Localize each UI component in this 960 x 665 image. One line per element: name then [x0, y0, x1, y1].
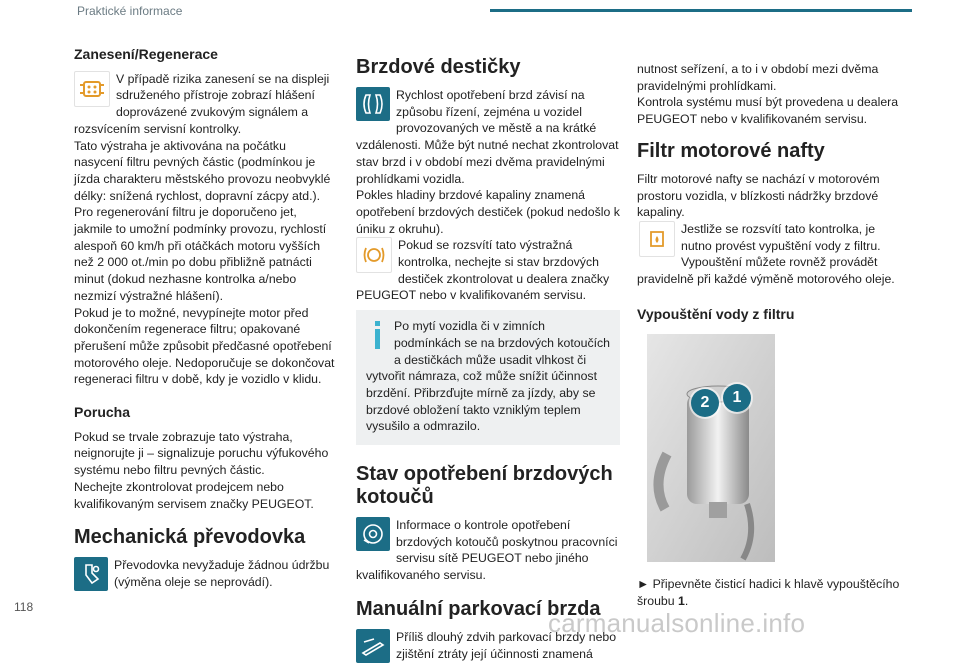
header-rule — [490, 9, 912, 12]
info-icon — [366, 318, 388, 356]
parking-text: Příliš dlouhý zdvih parkovací brzdy nebo zjištění ztráty její účinnosti znamená — [396, 629, 617, 661]
brake-pads-icon — [356, 87, 390, 121]
pads-text-3: Pokud se rozsvítí tato výstražná kontrolka, nechejte si stav brzdových destiček zkontrolovat u dealera značky PEUGEOT nebo v kvalifikovaném servisu. — [356, 238, 610, 303]
drain-heading: Vypouštění vody z filtru — [637, 305, 795, 322]
brake-disc-icon — [356, 517, 390, 551]
section-header: Praktické informace — [77, 4, 183, 18]
clogging-text-3: Pro regenerování filtru je doporučeno jet, jakmile to umožní podmínky provozu, rychlostí alespoň 60 km/h při otáčkách motoru vyšších než 2 000 ot./min po dobu přibližně patnácti minut (dokud nezhasne kontrolka a/nebo nezmizí výstražné hlášení). — [74, 205, 327, 303]
discs-heading: Stav opotřebení brzdových kotoučů — [356, 463, 613, 509]
drain-step-prefix: ► Připevněte čisticí hadici k hlavě vypouštěcího šroubu — [637, 577, 900, 609]
drain-step-suffix: . — [684, 594, 689, 609]
fuel-filter-illustration — [647, 334, 775, 562]
fuel-filter-photo — [647, 334, 775, 562]
info-box — [356, 310, 620, 445]
gearbox-oil-icon — [74, 557, 108, 591]
drain-step-ref: 1 — [678, 594, 685, 609]
brake-pad-warning-icon — [356, 237, 392, 273]
clogging-text-1: V případě rizika zanesení se na displeji sdruženého přístroje zobrazí hlášení doprovázené zvukovým signálem a rozsvícením servisní kontrolky. — [74, 71, 330, 136]
clogging-heading: Zanesení/Regenerace — [74, 46, 218, 62]
pads-heading: Brzdové destičky — [356, 56, 521, 78]
clogging-text-4: Pokud je to možné, nevypínejte motor před dokončením regenerace filtru; opakované přerušení může způsobit předčasné opotřebení motorového oleje. Nedoporučuje se dokončovat regeneraci filtru v době, kdy je vozidlo v klidu. — [74, 305, 335, 387]
info-text: Po mytí vozidla či v zimních podmínkách se na brzdových kotoučích a destičkách může usadit vlhkost či vytvořit námraza, což může snížit účinnost brzdění. Přibrzďujte mírně za jízdy, aby se brzdové obložení takto vzniklým teplem vysušilo a odmrazilo. — [366, 319, 611, 434]
callout-badge-1: 1 — [723, 384, 751, 412]
column-right — [637, 61, 900, 610]
page-number: 118 — [14, 600, 34, 614]
gearbox-heading: Mechanická převodovka — [74, 526, 306, 549]
fuel-filter-text-1: Filtr motorové nafty se nachází v motorovém prostoru vozidla, v blízkosti nádržky brzdové kapaliny. — [637, 171, 880, 220]
particle-filter-warning-icon — [74, 71, 110, 107]
column-middle — [356, 56, 620, 665]
watermark: carmanualsonline.info — [548, 608, 806, 638]
fuel-filter-text-3: Vypouštění můžete rovněž provádět pravidelně při každé výměně motorového oleje. — [637, 255, 895, 287]
fault-text-2: Nechejte zkontrolovat prodejcem nebo kvalifikovaným servisem značky PEUGEOT. — [74, 479, 314, 511]
column-left — [74, 46, 338, 593]
parking-brake-icon — [356, 629, 390, 663]
discs-text: Informace o kontrole opotřebení brzdových kotoučů poskytnou pracovníci servisu sítě PEUGEOT nebo jiného kvalifikovaného servisu. — [356, 518, 618, 583]
continuation-text-2: Kontrola systému musí být provedena u dealera PEUGEOT nebo v kvalifikovaném servisu. — [637, 95, 899, 127]
fault-text-1: Pokud se trvale zobrazuje tato výstraha, neignorujte ji – signalizuje poruchu výfukového systému nebo filtru pevných částic. — [74, 429, 329, 478]
clogging-text-2: Tato výstraha je aktivována na počátku nasycení filtru pevných částic (podmínkou je jízda charakteru městského provozu neobvyklé délky: snížená rychlost, dopravní zácpy atd.). — [74, 138, 331, 203]
gearbox-text: Převodovka nevyžaduje žádnou údržbu (výměna oleje se neprovádí). — [114, 558, 330, 589]
pads-text-2: Pokles hladiny brzdové kapaliny znamená opotřebení brzdových destiček (pokud nedošlo k úniku z okruhu). — [356, 188, 620, 236]
fuel-filter-heading: Filtr motorové nafty — [637, 139, 825, 162]
parking-heading: Manuální parkovací brzda — [356, 597, 601, 620]
water-in-fuel-warning-icon — [639, 221, 675, 257]
fuel-filter-text-2: Jestliže se rozsvítí tato kontrolka, je nutno provést vypuštění vody z filtru. — [681, 221, 881, 253]
callout-badge-2: 2 — [691, 389, 719, 417]
pads-text-1: Rychlost opotřebení brzd závisí na způsobu řízení, zejména u vozidel provozovaných ve městě a na krátké vzdálenosti. Může být nutné nechat zkontrolovat stav brzd i v období mezi dvěma pravidelnými prohlídkami vozidla. — [356, 88, 619, 186]
drain-step-text — [637, 576, 900, 609]
fault-heading: Porucha — [74, 404, 131, 421]
continuation-text-1: nutnost seřízení, a to i v období mezi dvěma pravidelnými prohlídkami. — [637, 62, 879, 93]
